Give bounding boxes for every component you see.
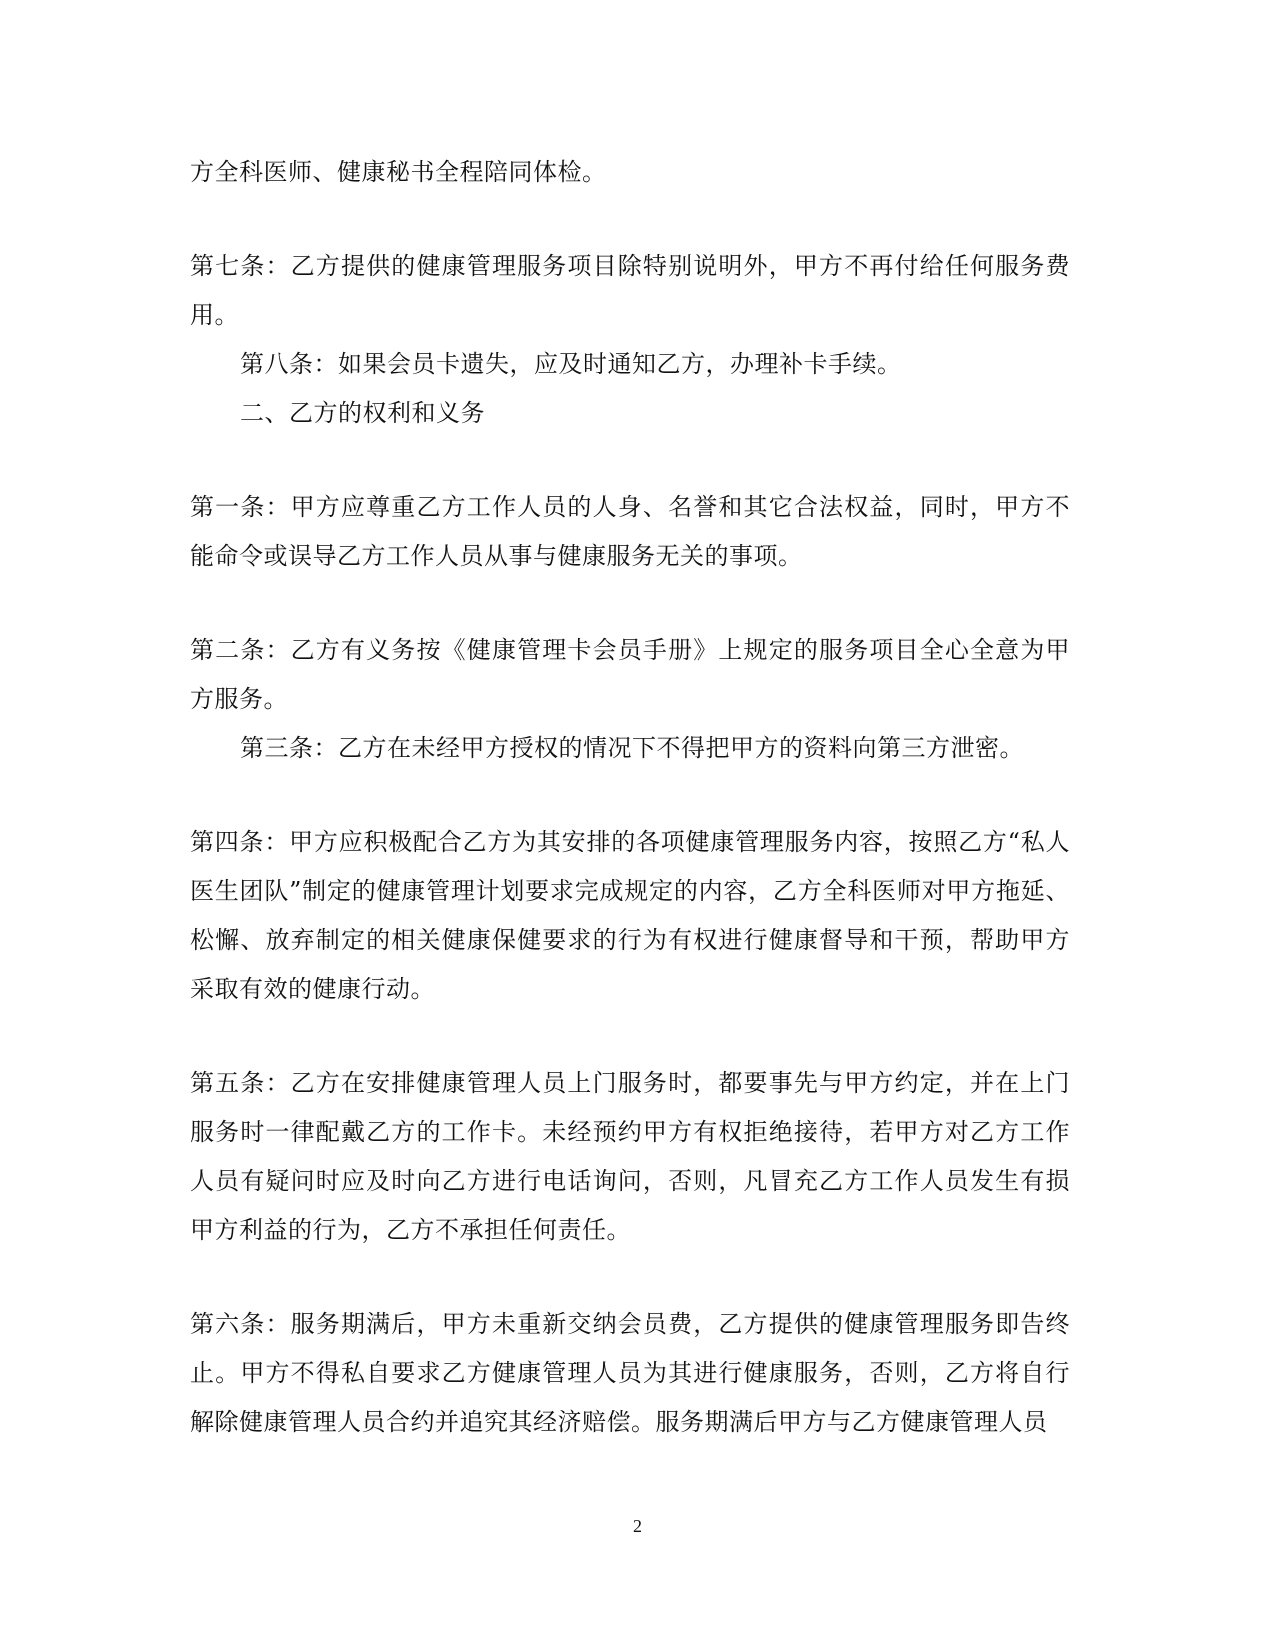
paragraph-article-3: 第三条：乙方在未经甲方授权的情况下不得把甲方的资料向第三方泄密。 xyxy=(240,734,1024,762)
paragraph-article-7: 第七条：乙方提供的健康管理服务项目除特别说明外，甲方不再付给任何服务费用。 xyxy=(190,252,1070,329)
body-text xyxy=(190,148,1070,1447)
paragraph-article-1: 第一条：甲方应尊重乙方工作人员的人身、名誉和其它合法权益，同时，甲方不能命令或误导乙方工作人员从事与健康服务无关的事项。 xyxy=(190,493,1070,570)
paragraph-article-6: 第六条：服务期满后，甲方未重新交纳会员费，乙方提供的健康管理服务即告终止。甲方不得私自要求乙方健康管理人员为其进行健康服务，否则，乙方将自行解除健康管理人员合约并追究其经济赔偿。服务期满后甲方与乙方健康管理人员 xyxy=(190,1310,1070,1436)
paragraph-article-8: 第八条：如果会员卡遗失，应及时通知乙方，办理补卡手续。 xyxy=(240,350,902,378)
paragraph-continuation: 方全科医师、健康秘书全程陪同体检。 xyxy=(190,158,607,186)
page-number: 2 xyxy=(633,1516,642,1536)
paragraph-article-5: 第五条：乙方在安排健康管理人员上门服务时，都要事先与甲方约定，并在上门服务时一律配戴乙方的工作卡。未经预约甲方有权拒绝接待，若甲方对乙方工作人员有疑问时应及时向乙方进行电话询问，否则，凡冒充乙方工作人员发生有损甲方利益的行为，乙方不承担任何责任。 xyxy=(190,1069,1070,1244)
paragraph-article-2: 第二条：乙方有义务按《健康管理卡会员手册》上规定的服务项目全心全意为甲方服务。 xyxy=(190,636,1070,713)
paragraph-article-4: 第四条：甲方应积极配合乙方为其安排的各项健康管理服务内容，按照乙方“私人医生团队”制定的健康管理计划要求完成规定的内容，乙方全科医师对甲方拖延、松懈、放弃制定的相关健康保健要求的行为有权进行健康督导和干预，帮助甲方采取有效的健康行动。 xyxy=(190,828,1070,1003)
section-heading-rights-obligations: 二、乙方的权利和义务 xyxy=(240,399,485,427)
